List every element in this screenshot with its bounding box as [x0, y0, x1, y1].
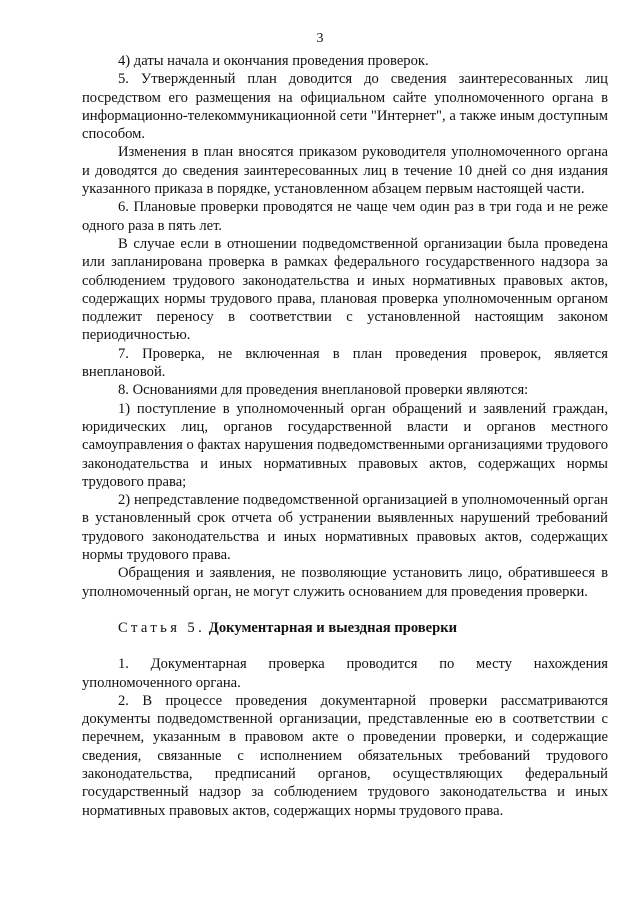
article-label: Статья 5.: [118, 619, 206, 636]
paragraph-5-plan-publication: 5. Утвержденный план доводится до сведения заинтересованных лиц посредством его размещения на официальном сайте уполномоченного органа в информационно-телекоммуникационной сети "Интернет", а также иным доступным способом.: [82, 71, 608, 143]
article-title: Документарная и выездная проверки: [208, 619, 458, 636]
document-body: [82, 52, 608, 820]
page-number: 3: [316, 31, 324, 46]
paragraph-article5-2: 2. В процессе проведения документарной проверки рассматриваются документы подведомственной организации, представленные ею в соответствии с перечнем, указанным в правовом акте о проведении проверки, и содержащие сведения, связанные с исполнением обязательных требований трудового законодательства, предписаний органов, осуществляющих федеральный государственный надзор за соблюдением трудового законодательства и иных нормативных правовых актов, содержащих нормы трудового права.: [82, 692, 608, 819]
paragraph-8-grounds: 8. Основаниями для проведения внеплановой проверки являются:: [118, 382, 529, 399]
paragraph-plan-changes: Изменения в план вносятся приказом руководителя уполномоченного органа и доводятся до сведения заинтересованных лиц в течение 10 дней со дня издания указанного приказа в порядке, установленном абзацем первым настоящей части.: [82, 144, 608, 198]
article-heading: [82, 619, 608, 637]
spacer: [82, 601, 608, 619]
spacer: [82, 637, 608, 655]
paragraph-item-4: 4) даты начала и окончания проведения проверок.: [118, 53, 429, 69]
paragraph-ground-1: 1) поступление в уполномоченный орган обращений и заявлений граждан, юридических лиц, органов государственной власти и органов местного самоуправления о фактах нарушения подведомственными организациями трудового законодательства и иных нормативных правовых актов, содержащих нормы трудового права;: [82, 400, 608, 490]
paragraph-anonymous-appeals: Обращения и заявления, не позволяющие установить лицо, обратившееся в уполномоченный орган, не могут служить основанием для проведения проверки.: [82, 565, 608, 600]
paragraph-7-unplanned: 7. Проверка, не включенная в план проведения проверок, является внеплановой.: [82, 345, 608, 381]
paragraph-6-planned-inspections: 6. Плановые проверки проводятся не чаще чем один раз в три года и не реже одного раза в пять лет.: [82, 199, 608, 234]
paragraph-article5-1: 1. Документарная проверка проводится по месту нахождения уполномоченного органа.: [82, 656, 608, 691]
paragraph-ground-2: 2) непредставление подведомственной организацией в уполномоченный орган в установленный срок отчета об устранении выявленных нарушений требований трудового законодательства и иных нормативных правовых актов, содержащих нормы трудового права.: [82, 492, 608, 564]
paragraph-federal-supervision: В случае если в отношении подведомственной организации была проведена или запланирована проверка в рамках федерального государственного надзора за соблюдением трудового законодательства и иных нормативных правовых актов, содержащих нормы трудового права, плановая проверка уполномоченным органом подлежит переносу в соответствии с установленной настоящим законом периодичностью.: [82, 235, 608, 344]
